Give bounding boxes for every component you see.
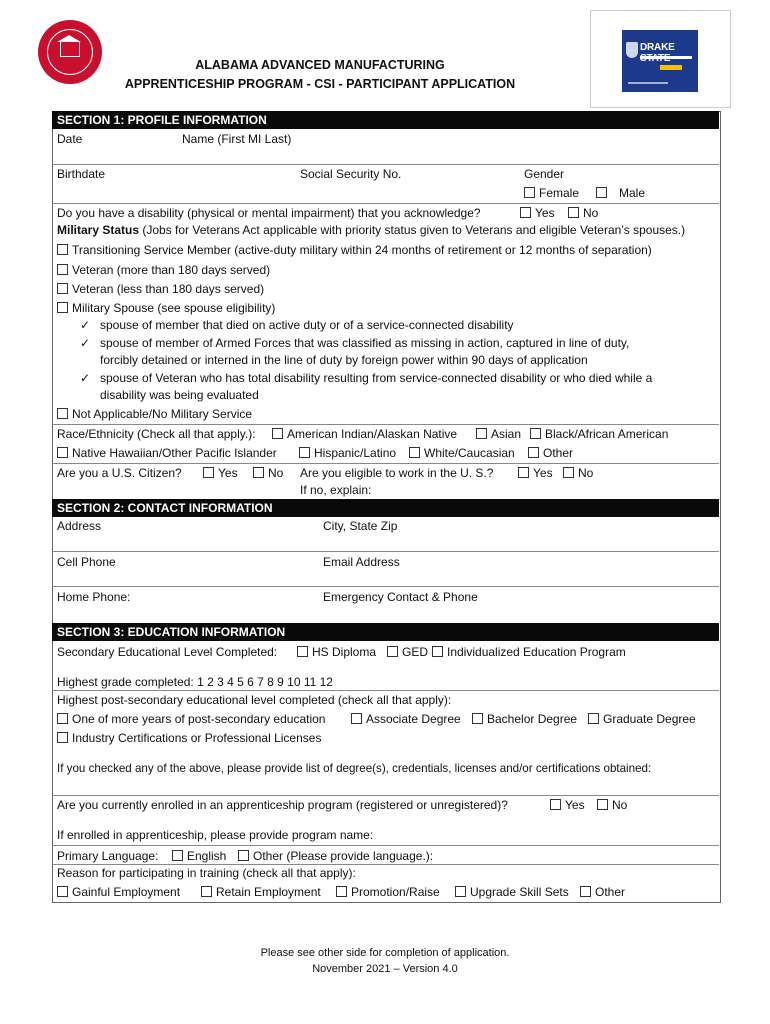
checkbox[interactable] <box>351 713 362 724</box>
work-no-option[interactable] <box>563 466 593 480</box>
male-label: Male <box>619 186 646 200</box>
option-label: One of more years of post-secondary education <box>72 712 326 726</box>
reason-retain-employment[interactable] <box>201 885 321 899</box>
iep-option[interactable] <box>432 645 626 659</box>
race-option-other[interactable] <box>528 446 573 460</box>
work-eligibility-question: Are you eligible to work in the U. S.? <box>300 466 494 480</box>
criterion-text: spouse of member of Armed Forces that was classified as missing in action, captured in line of duty, <box>100 336 630 350</box>
language-other-option[interactable] <box>238 849 433 863</box>
post-secondary-option-one-year[interactable] <box>57 712 325 726</box>
gender-male-option[interactable] <box>596 186 645 200</box>
footer-version: November 2021 – Version 4.0 <box>312 963 458 975</box>
city-state-zip-label: City, State Zip <box>323 519 398 533</box>
gender-label: Gender <box>524 167 565 181</box>
ged-option[interactable] <box>387 645 428 659</box>
checkbox[interactable] <box>299 447 310 458</box>
option-label: American Indian/Alaskan Native <box>287 427 458 441</box>
section3-heading: SECTION 3: EDUCATION INFORMATION <box>52 623 719 641</box>
race-option-asian[interactable] <box>476 427 521 441</box>
option-label: Promotion/Raise <box>351 885 440 899</box>
checkbox[interactable] <box>57 283 68 294</box>
option-label: Black/African American <box>545 427 669 441</box>
race-option-black[interactable] <box>530 427 668 441</box>
checkbox[interactable] <box>57 264 68 275</box>
option-label: GED <box>402 645 429 659</box>
criterion-text: spouse of Veteran who has total disability resulting from service-connected disability or who died while a <box>100 371 653 385</box>
explain-label: If no, explain: <box>300 483 372 497</box>
checkbox[interactable] <box>580 886 591 897</box>
training-reason-question: Reason for participating in training (check all that apply): <box>57 866 356 880</box>
enrolled-yes-option[interactable] <box>550 798 585 812</box>
citizen-no-option[interactable] <box>253 466 283 480</box>
row-divider <box>52 795 719 796</box>
disability-yes-checkbox[interactable] <box>520 207 531 218</box>
drake-state-wordmark: DRAKE <box>640 42 675 53</box>
enrolled-no-option[interactable] <box>597 798 627 812</box>
post-secondary-option-bachelor[interactable] <box>472 712 577 726</box>
race-label: Race/Ethnicity (Check all that apply.): <box>57 427 256 441</box>
option-label: Graduate Degree <box>603 712 696 726</box>
work-yes-option[interactable] <box>518 466 553 480</box>
military-option-transitioning[interactable] <box>57 243 652 257</box>
checkbox[interactable] <box>57 408 68 419</box>
post-secondary-option-certifications[interactable] <box>57 731 321 745</box>
disability-yes-option[interactable] <box>520 206 555 220</box>
citizen-question: Are you a U.S. Citizen? <box>57 466 182 480</box>
row-divider <box>52 586 719 587</box>
checkbox[interactable] <box>57 244 68 255</box>
logo-bar <box>640 56 692 59</box>
checkbox[interactable] <box>597 799 608 810</box>
shield-icon <box>626 42 638 58</box>
checkbox[interactable] <box>57 713 68 724</box>
checkbox[interactable] <box>57 732 68 743</box>
form-title-line1: ALABAMA ADVANCED MANUFACTURING <box>195 58 445 72</box>
checkbox[interactable] <box>57 886 68 897</box>
reason-upgrade-skill-sets[interactable] <box>455 885 569 899</box>
option-label: Hispanic/Latino <box>314 446 397 460</box>
email-label: Email Address <box>323 555 400 569</box>
disability-no-checkbox[interactable] <box>568 207 579 218</box>
option-label: Other (Please provide language.): <box>253 849 434 863</box>
checkbox[interactable] <box>272 428 283 439</box>
ssn-label: Social Security No. <box>300 167 402 181</box>
reason-gainful-employment[interactable] <box>57 885 180 899</box>
primary-language-label: Primary Language: <box>57 849 159 863</box>
row-divider <box>52 864 719 865</box>
checkmark-icon: ✓ <box>80 371 91 385</box>
military-option-veteran-more[interactable] <box>57 263 270 277</box>
cell-phone-label: Cell Phone <box>57 555 116 569</box>
checkbox[interactable] <box>387 646 398 657</box>
checkbox[interactable] <box>57 447 68 458</box>
option-label: Native Hawaiian/Other Pacific Islander <box>72 446 277 460</box>
disability-no-option[interactable] <box>568 206 598 220</box>
military-status-heading <box>57 223 685 237</box>
no-label: No <box>583 206 599 220</box>
spouse-criterion-3-cont: disability was being evaluated <box>100 388 259 402</box>
checkbox[interactable] <box>253 467 264 478</box>
spouse-criterion-2 <box>80 336 629 350</box>
name-label: Name (First MI Last) <box>182 132 292 146</box>
date-label: Date <box>57 132 83 146</box>
option-label: Other <box>595 885 626 899</box>
citizen-yes-option[interactable] <box>203 466 238 480</box>
spouse-criterion-3 <box>80 371 652 385</box>
enrolled-question: Are you currently enrolled in an apprenticeship program (registered or unregistered)? <box>57 798 508 812</box>
option-label: Not Applicable/No Military Service <box>72 407 253 421</box>
checkbox[interactable] <box>409 447 420 458</box>
hs-diploma-option[interactable] <box>297 645 376 659</box>
option-label: Individualized Education Program <box>447 645 626 659</box>
male-checkbox[interactable] <box>596 187 607 198</box>
language-english-option[interactable] <box>172 849 226 863</box>
yes-label: Yes <box>218 466 238 480</box>
option-label: Gainful Employment <box>72 885 181 899</box>
address-label: Address <box>57 519 102 533</box>
no-label: No <box>612 798 628 812</box>
checkbox[interactable] <box>172 850 183 861</box>
female-checkbox[interactable] <box>524 187 535 198</box>
seal-roof-shape <box>57 35 81 42</box>
birthdate-label: Birthdate <box>57 167 106 181</box>
checkbox[interactable] <box>530 428 541 439</box>
race-option-native-hawaiian[interactable] <box>57 446 277 460</box>
checkmark-icon: ✓ <box>80 318 91 332</box>
credentials-list-question: If you checked any of the above, please provide list of degree(s), credentials, licenses and/or certifications obtained: <box>57 762 652 775</box>
option-label: Military Spouse (see spouse eligibility) <box>72 301 276 315</box>
military-status-bold: Military Status <box>57 223 140 237</box>
yes-label: Yes <box>535 206 555 220</box>
option-label: Veteran (less than 180 days served) <box>72 282 265 296</box>
row-divider <box>52 690 719 691</box>
checkbox[interactable] <box>476 428 487 439</box>
option-label: Retain Employment <box>216 885 321 899</box>
option-label: Transitioning Service Member (active-duty military within 24 months of retirement or 12 months of separation) <box>72 243 652 257</box>
option-label: Other <box>543 446 574 460</box>
yes-label: Yes <box>565 798 585 812</box>
checkbox[interactable] <box>432 646 443 657</box>
checkbox[interactable] <box>550 799 561 810</box>
checkbox[interactable] <box>455 886 466 897</box>
checkbox[interactable] <box>588 713 599 724</box>
spouse-criterion-1 <box>80 318 514 332</box>
military-status-note: (Jobs for Veterans Act applicable with priority status given to Veterans and eligible Veteran’s spouses.) <box>139 223 686 237</box>
checkbox[interactable] <box>57 302 68 313</box>
alabama-community-college-seal <box>38 20 102 84</box>
program-name-question: If enrolled in apprenticeship, please provide program name: <box>57 828 374 842</box>
footer-note: Please see other side for completion of application. <box>260 947 510 959</box>
no-label: No <box>268 466 284 480</box>
highest-grade-completed: Highest grade completed: 1 2 3 4 5 6 7 8 9 10 11 12 <box>57 675 333 689</box>
post-secondary-option-graduate[interactable] <box>588 712 696 726</box>
post-secondary-question: Highest post-secondary educational level completed (check all that apply): <box>57 693 452 707</box>
reason-promotion-raise[interactable] <box>336 885 440 899</box>
no-label: No <box>578 466 594 480</box>
checkbox[interactable] <box>336 886 347 897</box>
emergency-contact-label: Emergency Contact & Phone <box>323 590 478 604</box>
row-divider <box>52 845 719 846</box>
row-divider <box>52 551 719 552</box>
checkbox[interactable] <box>238 850 249 861</box>
section1-heading: SECTION 1: PROFILE INFORMATION <box>52 111 719 129</box>
checkbox[interactable] <box>203 467 214 478</box>
form-title-line2: APPRENTICESHIP PROGRAM - CSI - PARTICIPANT APPLICATION <box>124 77 516 91</box>
checkbox[interactable] <box>297 646 308 657</box>
option-label: Upgrade Skill Sets <box>470 885 569 899</box>
row-divider <box>52 164 719 165</box>
checkmark-icon: ✓ <box>80 336 91 350</box>
secondary-education-label: Secondary Educational Level Completed: <box>57 645 278 659</box>
option-label: Bachelor Degree <box>487 712 578 726</box>
race-option-american-indian[interactable] <box>272 427 457 441</box>
seal-building-icon <box>60 42 80 57</box>
race-option-white[interactable] <box>409 446 515 460</box>
option-label: English <box>187 849 227 863</box>
criterion-text: spouse of member that died on active duty or of a service-connected disability <box>100 318 514 332</box>
post-secondary-option-associate[interactable] <box>351 712 461 726</box>
spouse-criterion-2-cont: forcibly detained or interned in the line of duty by foreign power within 90 days of application <box>100 353 588 367</box>
section2-heading: SECTION 2: CONTACT INFORMATION <box>52 499 719 517</box>
logo-tag <box>660 65 682 70</box>
option-label: HS Diploma <box>312 645 377 659</box>
home-phone-label: Home Phone: <box>57 590 131 604</box>
option-label: White/Caucasian <box>424 446 515 460</box>
disability-question: Do you have a disability (physical or mental impairment) that you acknowledge? <box>57 206 481 220</box>
military-option-veteran-less[interactable] <box>57 282 264 296</box>
reason-other[interactable] <box>580 885 625 899</box>
yes-label: Yes <box>533 466 553 480</box>
race-option-hispanic[interactable] <box>299 446 396 460</box>
gender-female-option[interactable] <box>524 186 579 200</box>
checkbox[interactable] <box>518 467 529 478</box>
option-label: Asian <box>491 427 522 441</box>
female-label: Female <box>539 186 580 200</box>
checkbox[interactable] <box>563 467 574 478</box>
option-label: Associate Degree <box>366 712 461 726</box>
military-option-spouse[interactable] <box>57 301 275 315</box>
checkbox[interactable] <box>472 713 483 724</box>
row-divider <box>52 424 719 425</box>
military-option-not-applicable[interactable] <box>57 407 252 421</box>
row-divider <box>52 463 719 464</box>
option-label: Industry Certifications or Professional Licenses <box>72 731 322 745</box>
option-label: Veteran (more than 180 days served) <box>72 263 271 277</box>
row-divider <box>52 203 719 204</box>
checkbox[interactable] <box>528 447 539 458</box>
checkbox[interactable] <box>201 886 212 897</box>
